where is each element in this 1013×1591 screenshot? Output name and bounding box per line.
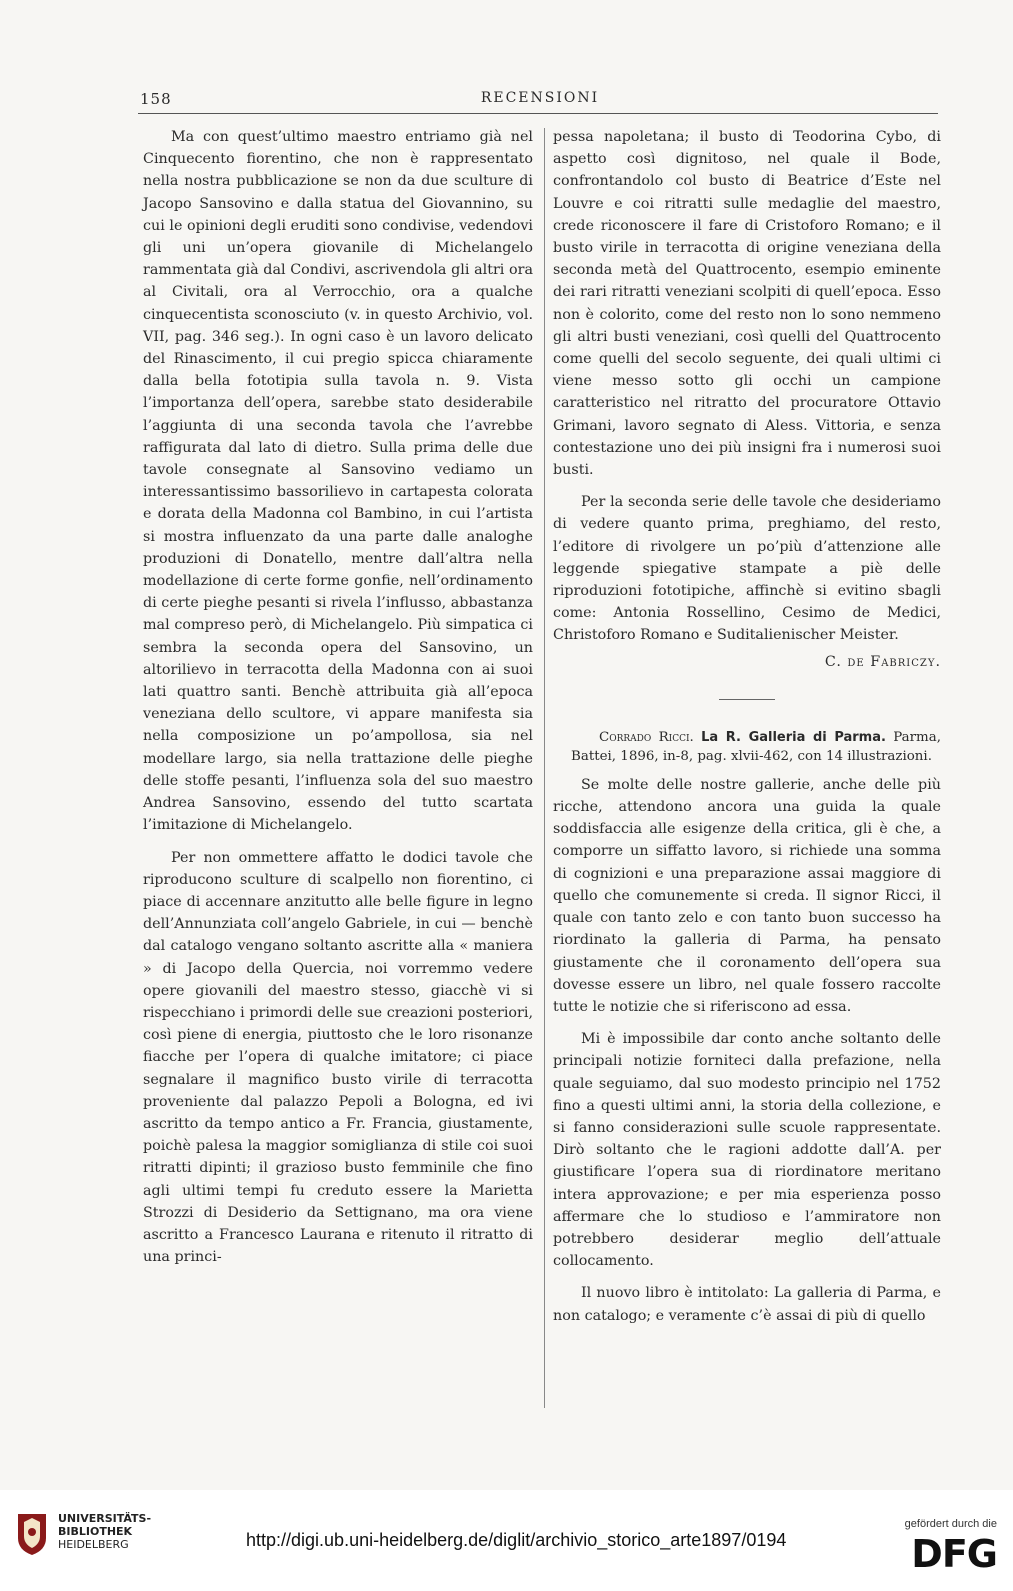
dfg-logo: DFG	[911, 1532, 997, 1576]
citation-title: La R. Galleria di Parma.	[701, 729, 886, 745]
header-rule	[138, 113, 938, 114]
column-divider	[544, 128, 545, 1408]
section-divider	[719, 699, 775, 700]
book-citation	[553, 728, 941, 766]
review-signature: C. de Fabriczy.	[824, 653, 941, 670]
paragraph: Ma con quest’ultimo maestro entriamo già nel Cinquecento fiorentino, che non è rappresentato nella nostra pubblicazione se non da due sculture di Jacopo Sansovino e dalla statua del Giovannino, su cui le opinioni degli eruditi sono condivise, vedendovi gli uni un’opera giovanile di Michelangelo rammentata già dal Condivi, ascrivendola gli altri ora al Civitali, ora al Verrocchio, ora a qualche cinquecentista sconosciuto (v. in questo Archivio, vol. VII, pag. 346 seg.). In ogni caso è un lavoro delicato del Rinascimento, il cui pregio spicca chiaramente dalla bella fototipia sulla tavola n. 9. Vista l’importanza dell’opera, sarebbe stato desiderabile l’aggiunta di una seconda tavola che l’avrebbe raffigurata dal lato di dietro. Sulla prima delle due tavole consegnate al Sansovino vediamo un interessantissimo bassorilievo in cartapesta colorata e dorata della Madonna col Bambino, in cui l’artista si mostra influenzato da una parte dalle analoghe produzioni di Donatello, mentre dall’altra nella modellazione di certe forme gonfie, nell’ordinamento di certe pieghe pesanti si rivela l’influsso, abbastanza mal compreso però, di Michelangelo. Più simpatica ci sembra la seconda opera del Sansovino, un altorilievo in terracotta della Madonna con ai suoi lati quattro santi. Benchè attribuita già all’epoca veneziana dello scultore, vi appare manifesta sia nella composizione un po’ampollosa, sia nel modellare largo, sia nella trattazione delle pieghe delle stoffe pesanti, l’influenza sola del suo maestro Andrea Sansovino, essendo del tutto scartata l’imitazione di Michelangelo.	[143, 129, 533, 834]
right-column	[553, 126, 941, 1327]
page-number: 158	[140, 90, 172, 108]
source-url-link[interactable]: http://digi.ub.uni-heidelberg.de/diglit/archivio_storico_arte1897/0194	[246, 1530, 787, 1550]
paragraph: Per non ommettere affatto le dodici tavole che riproducono sculture di scalpello non fiorentino, ci piace di accennare anzitutto alle belle figure in legno dell’Annunziata coll’angelo Gabriele, in cui — benchè dal catalogo vengano soltanto ascritte alla « maniera » di Jacopo della Quercia, noi vorremmo vedere opere giovanili del maestro stesso, giacchè vi si rispecchiano i primordi delle sue creazioni posteriori, così piene di energia, piuttosto che le loro risonanze fiacche per l’opera di qualche imitatore; ci piace segnalare il magnifico busto virile di terracotta proveniente dal palazzo Pepoli a Bologna, ed ivi ascritto da tempo antico a Fr. Francia, giustamente, poichè palesa la maggior somiglianza di stile coi suoi ritratti dipinti; il grazioso busto femminile che fino agli ultimi tempi fu creduto essere la Marietta Strozzi di Desiderio da Settignano, ma ora viene ascritto a Francesco Laurana e ritenuto il ritratto di una princi-	[143, 849, 533, 1266]
paragraph: Mi è impossibile dar conto anche soltanto delle principali notizie forniteci dalla prefazione, nella quale seguiamo, dal suo modesto principio nel 1752 fino a questi ultimi anni, la storia della collezione, e si fanno considerazioni sulle scuole rappresentate. Dirò soltanto che le ragioni addotte dall’A. per giustificare l’opera sua di riordinatore meritano intera approvazione; e per mia esperienza posso affermare che lo studioso e l’ammiratore non potrebbero desiderar meglio dell’attuale collocamento.	[553, 1031, 941, 1270]
citation-details: Parma, Battei, 1896, in-8, pag. xlvii-462, con 14 illustrazioni.	[571, 729, 941, 764]
page-header	[140, 90, 940, 112]
paragraph: pessa napoletana; il busto di Teodorina Cybo, di aspetto così dignitoso, nel quale il Bode, confrontandolo col busto di Beatrice d’Este nel Louvre e coi ritratti sulle medaglie del maestro, crede riconoscere il fare di Cristoforo Romano; e il busto virile in terracotta di origine veneziana della seconda metà del Quattrocento, esempio eminente dei rari ritratti veneziani scolpiti di quell’epoca. Esso non è colorito, come del resto non lo sono nemmeno gli altri busti veneziani, così quelli del Quattrocento come quelli del secolo seguente, dei quali ultimi ci viene messo sotto gli occhi un campione caratteristico nel ritratto del procuratore Ottavio Grimani, lavoro segnato di Aless. Vittoria, e senza contestazione uno dei più insigni fra i numerosi suoi busti.	[553, 129, 941, 479]
institution-name: UNIVERSITÄTS- BIBLIOTHEK HEIDELBERG	[58, 1512, 152, 1551]
running-title: RECENSIONI	[480, 90, 600, 106]
university-seal-icon	[14, 1512, 50, 1556]
paragraph: Se molte delle nostre gallerie, anche delle più ricche, attendono ancora una guida la quale soddisfaccia alle esigenze della critica, gli è che, a comporre un siffatto lavoro, si richiede una somma di cognizioni e una preparazione assai maggiore di quello che comunemente si creda. Il signor Ricci, il quale con tanto zelo e con tanto buon successo ha riordinato la galleria di Parma, ha pensato giustamente che il coronamento dell’opera sua dovesse essere un libro, nel quale fossero raccolte tutte le notizie che si riferiscono ad essa.	[553, 776, 941, 1015]
funding-label: gefördert durch die	[904, 1518, 997, 1530]
paragraph: Il nuovo libro è intitolato: La galleria di Parma, e non catalogo; e veramente c’è assai di più di quello	[553, 1285, 941, 1324]
citation-author: Corrado Ricci.	[599, 729, 694, 745]
digitization-footer	[0, 1490, 1013, 1591]
left-column	[143, 126, 533, 1268]
paragraph: Per la seconda serie delle tavole che desideriamo di vedere quanto prima, preghiamo, del resto, l’editore di rivolgere un po’più d’attenzione alle leggende spiegative stampate a piè delle riproduzioni fototipiche, affinchè si evitino sbagli come: Antonia Rossellino, Cesimo de Medici, Christoforo Romano e Suditalienischer Meister.	[553, 494, 941, 644]
